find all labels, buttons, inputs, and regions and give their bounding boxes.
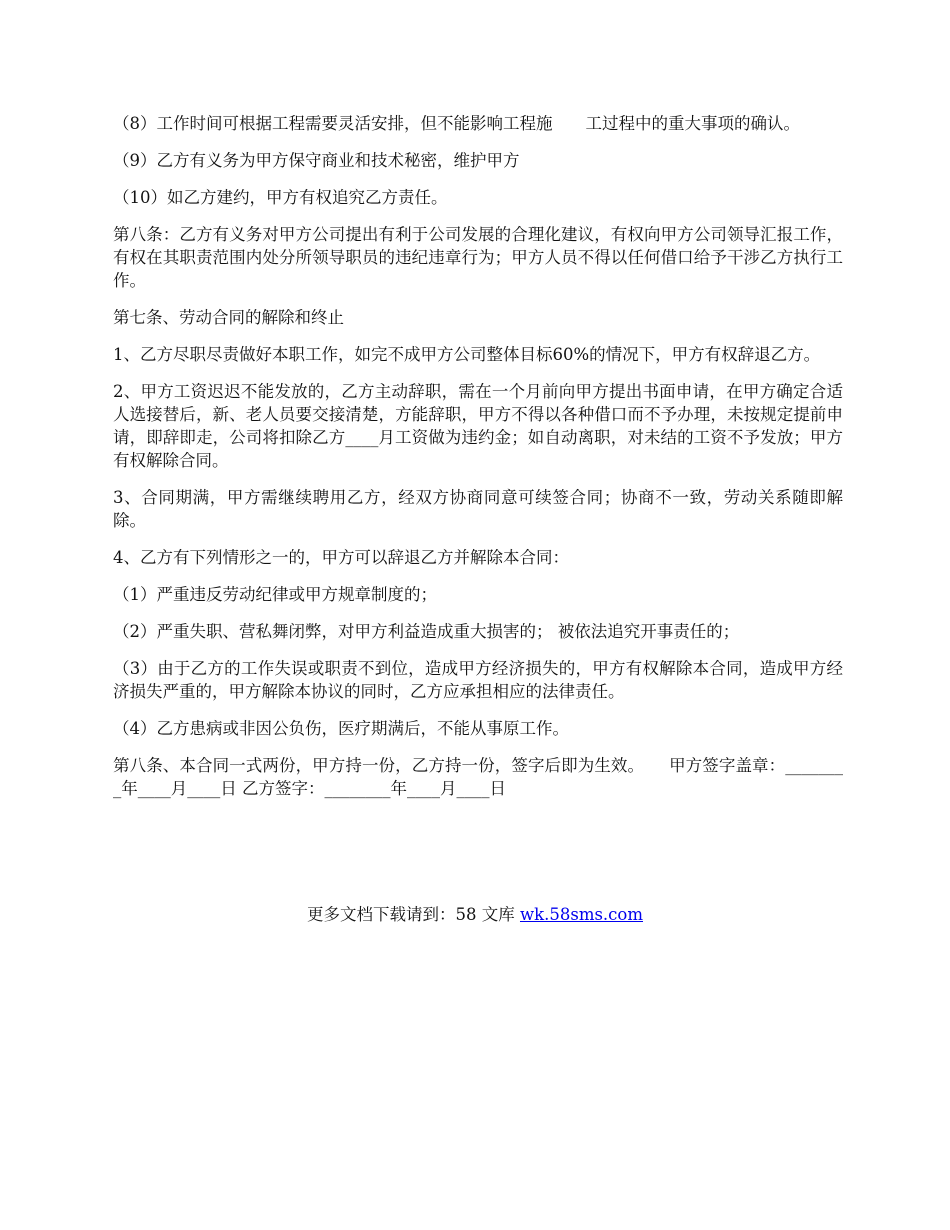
dismissal-case-2: （2）严重失职、营私舞闭弊，对甲方利益造成重大损害的； 被依法追究开事责任的；	[113, 622, 740, 641]
document-body	[113, 112, 843, 814]
dismissal-case-1: （1）严重违反劳动纪律或甲方规章制度的；	[113, 585, 437, 604]
download-footer	[0, 903, 950, 927]
termination-item-1: 1、乙方尽职尽责做好本职工作，如完不成甲方公司整体目标60%的情况下，甲方有权辞退乙方。	[113, 345, 821, 364]
clause-8-working-hours: （8）工作时间可根据工程需要灵活安排，但不能影响工程施 工过程中的重大事项的确认。	[113, 114, 800, 133]
dismissal-case-4: （4）乙方患病或非因公负伤，医疗期满后，不能从事原工作。	[113, 719, 569, 738]
termination-item-2: 2、甲方工资迟迟不能发放的，乙方主动辞职，需在一个月前向甲方提出书面申请，在甲方确定合适人选接替后，新、老人员要交接清楚，方能辞职，甲方不得以各种借口而不予办理，未按规定提前申请，即辞即走，公司将扣除乙方____月工资做为违约金；如自动离职，对未结的工资不予发放；甲方有权解除合同。	[113, 382, 843, 470]
clause-9-confidentiality: （9）乙方有义务为甲方保守商业和技术秘密，维护甲方	[113, 151, 520, 170]
footer-text: 更多文档下载请到：58 文库	[306, 905, 520, 924]
article-8-signature: 第八条、本合同一式两份，甲方持一份，乙方持一份，签字后即为生效。 甲方签字盖章：________年____月____日 乙方签字：________年____月____日	[113, 756, 843, 798]
article-7-heading: 第七条、劳动合同的解除和终止	[113, 308, 344, 327]
termination-item-3: 3、合同期满，甲方需继续聘用乙方，经双方协商同意可续签合同；协商不一致，劳动关系随即解除。	[113, 488, 843, 530]
clause-10-breach: （10）如乙方建约，甲方有权追究乙方责任。	[113, 188, 448, 207]
article-8-suggestions: 第八条：乙方有义务对甲方公司提出有利于公司发展的合理化建议，有权向甲方公司领导汇报工作，有权在其职责范围内处分所领导职员的违纪违章行为；甲方人员不得以任何借口给予干涉乙方执行工作。	[113, 225, 843, 290]
termination-item-4: 4、乙方有下列情形之一的，甲方可以辞退乙方并解除本合同：	[113, 548, 569, 567]
dismissal-case-3: （3）由于乙方的工作失误或职责不到位，造成甲方经济损失的，甲方有权解除本合同，造成甲方经济损失严重的，甲方解除本协议的同时，乙方应承担相应的法律责任。	[113, 659, 843, 701]
footer-link[interactable]: wk.58sms.com	[519, 905, 643, 924]
